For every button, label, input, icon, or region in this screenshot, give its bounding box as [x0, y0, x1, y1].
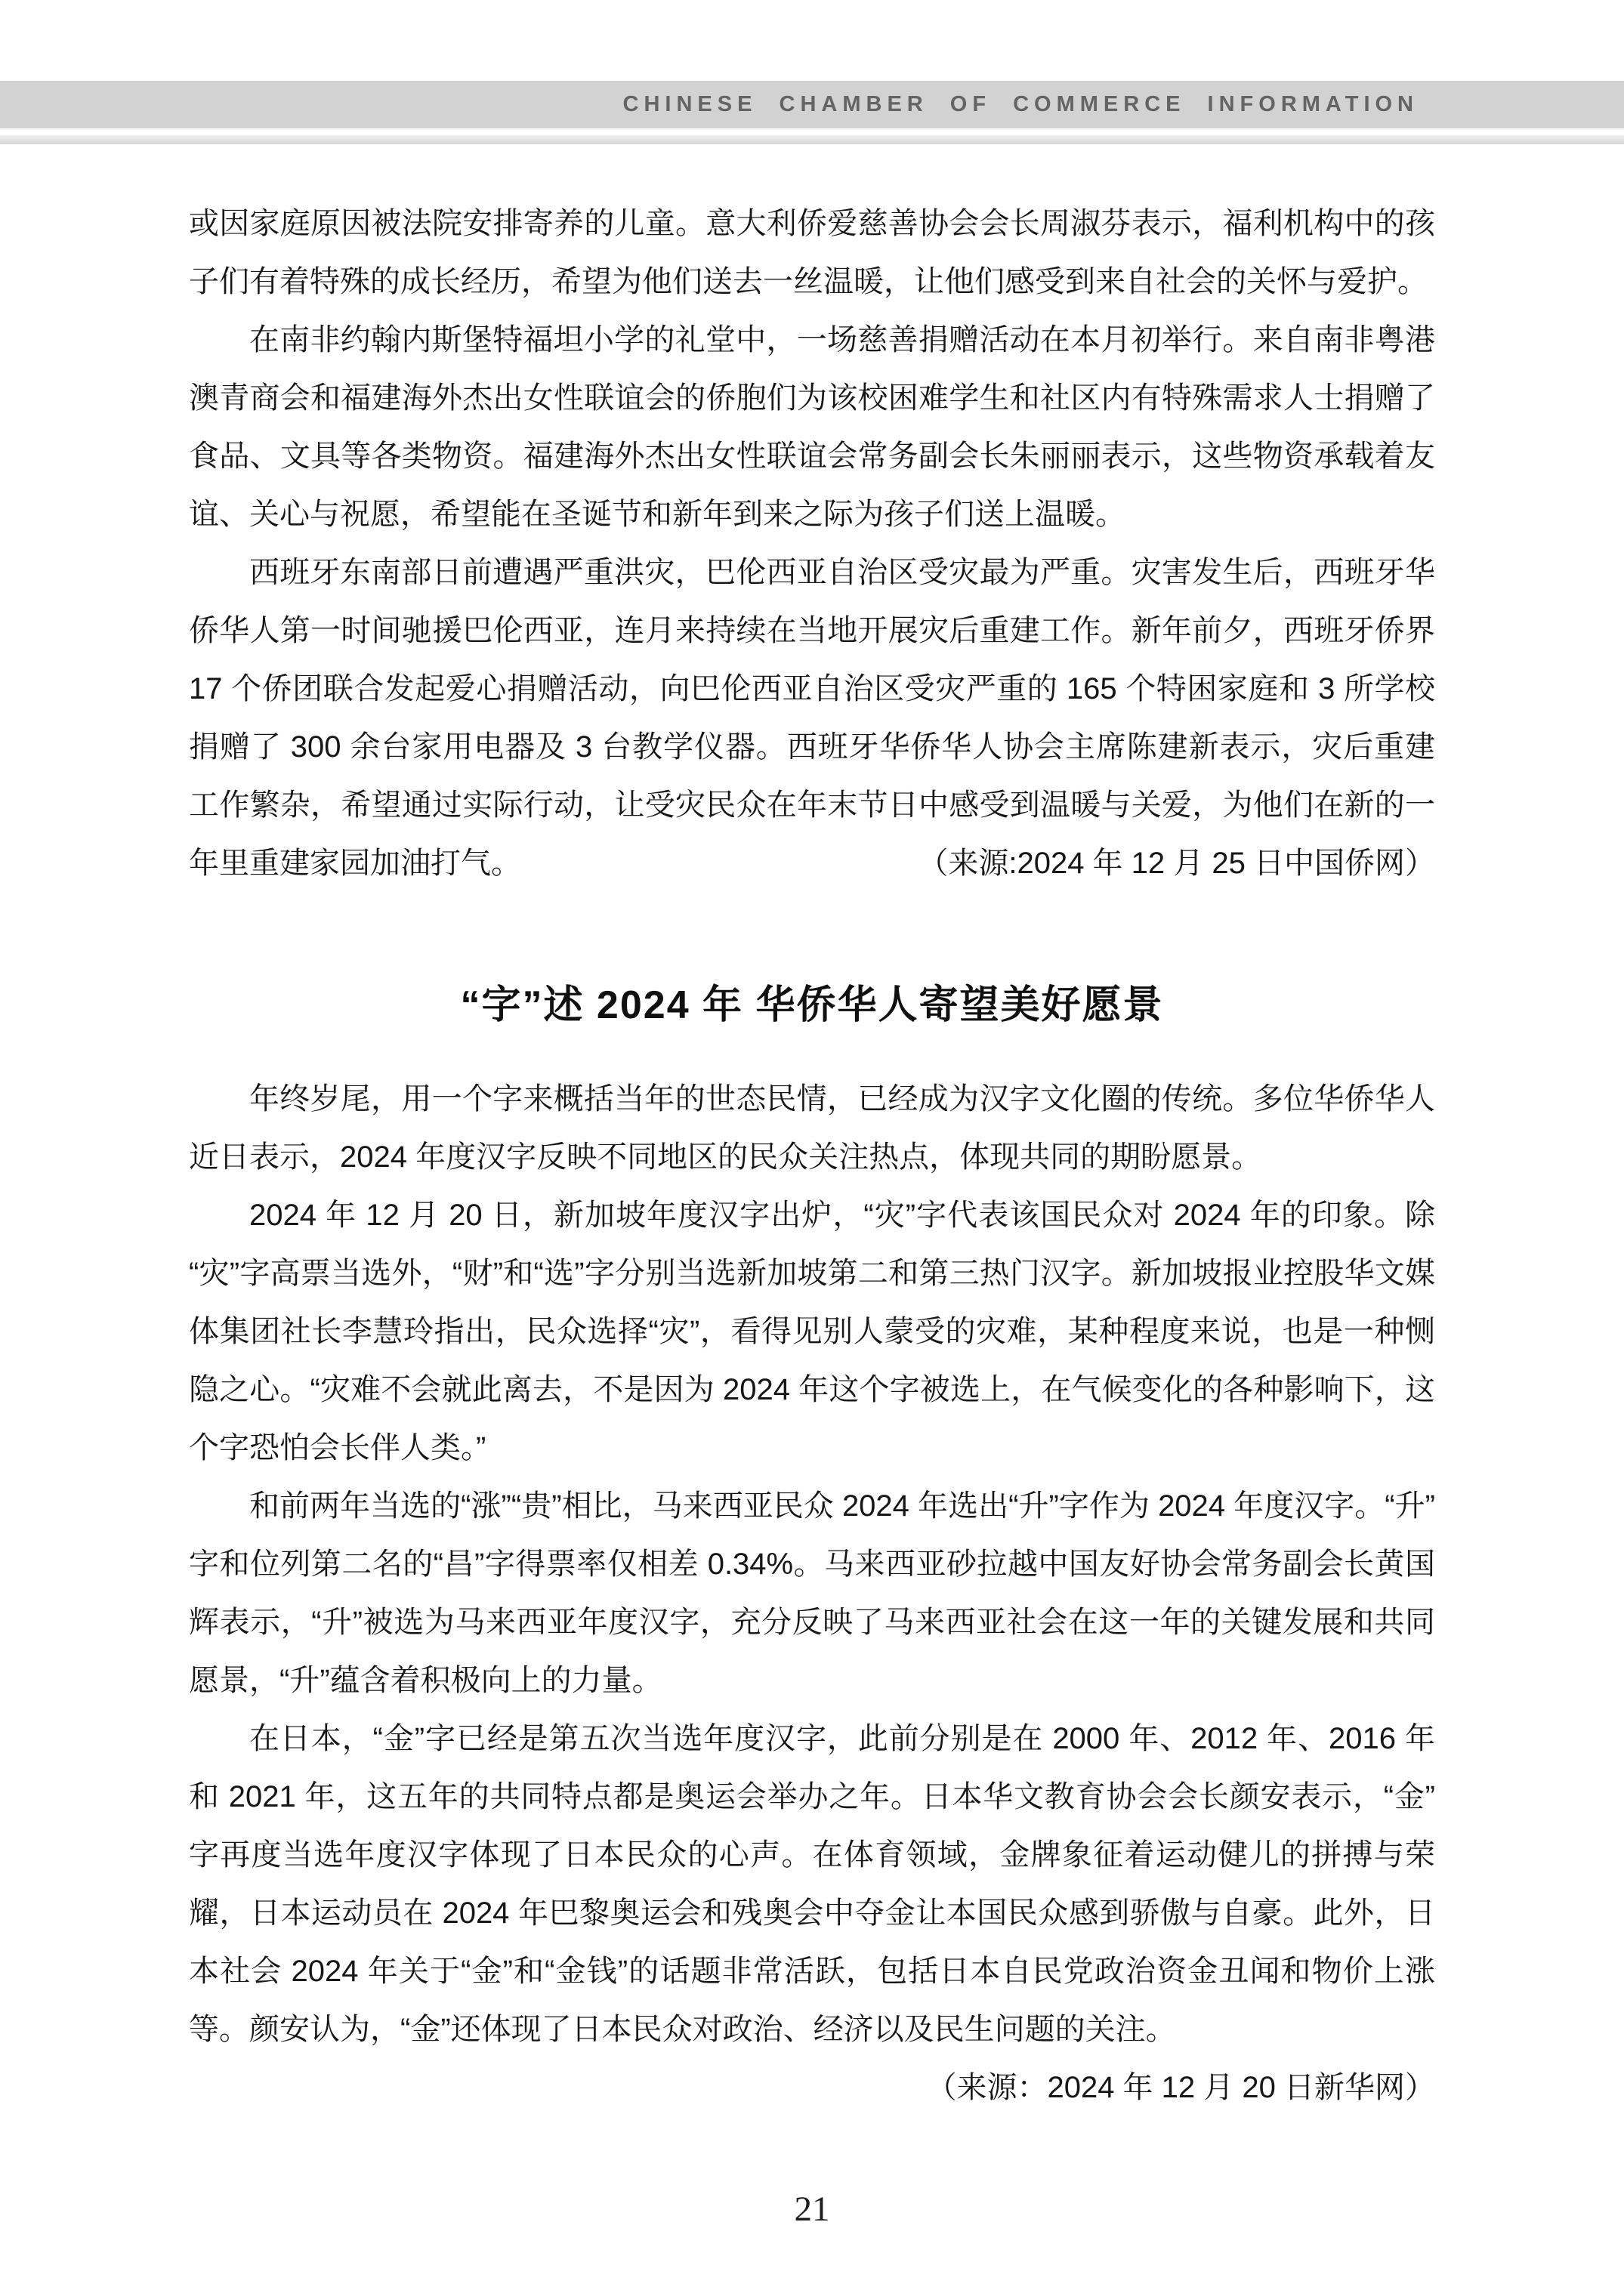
article1-paragraph-2: 在南非约翰内斯堡特福坦小学的礼堂中，一场慈善捐赠活动在本月初举行。来自南非粤港澳青商会和福建海外杰出女性联谊会的侨胞们为该校困难学生和社区内有特殊需求人士捐赠了食品、文具等各类物资。福建海外杰出女性联谊会常务副会长朱丽丽表示，这些物资承载着友谊、关心与祝愿，希望能在圣诞节和新年到来之际为孩子们送上温暖。 — [189, 323, 1435, 531]
article1-paragraph-3-text: 西班牙东南部日前遭遇严重洪灾，巴伦西亚自治区受灾最为严重。灾害发生后，西班牙华侨华人第一时间驰援巴伦西亚，连月来持续在当地开展灾后重建工作。新年前夕，西班牙侨界 17 个侨团联合发起爱心捐赠活动，向巴伦西亚自治区受灾严重的 165 个特困家庭和 3 所学校捐赠了 300 余台家用电器及 3 台教学仪器。西班牙华侨华人协会主席陈建新表示，灾后重建工作繁杂，希望通过实际行动，让受灾民众在年末节日中感受到温暖与关爱，为他们在新的一年里重建家园加油打气。 — [189, 556, 1435, 880]
header-divider — [0, 135, 1624, 144]
article2-title: “字”述 2024 年 华侨华人寄望美好愿景 — [460, 983, 1164, 1027]
header-banner — [0, 81, 1624, 128]
article2-source: （来源：2024 年 12 月 20 日新华网） — [926, 2071, 1435, 2104]
page-content — [189, 195, 1435, 2117]
article2-paragraph-3: 和前两年当选的“涨”“贵”相比，马来西亚民众 2024 年选出“升”字作为 2024 年度汉字。“升”字和位列第二名的“昌”字得票率仅相差 0.34%。马来西亚砂拉越中国友好协会常务副会长黄国辉表示，“升”被选为马来西亚年度汉字，充分反映了马来西亚社会在这一年的关键发展和共同愿景，“升”蕴含着积极向上的力量。 — [189, 1489, 1435, 1697]
article2-paragraph-1: 年终岁尾，用一个字来概括当年的世态民情，已经成为汉字文化圈的传统。多位华侨华人近日表示，2024 年度汉字反映不同地区的民众关注热点，体现共同的期盼愿景。 — [189, 1082, 1435, 1174]
article2-paragraph-4: 在日本，“金”字已经是第五次当选年度汉字，此前分别是在 2000 年、2012 年、2016 年和 2021 年，这五年的共同特点都是奥运会举办之年。日本华文教育协会会长颜安表示，“金”字再度当选年度汉字体现了日本民众的心声。在体育领域，金牌象征着运动健儿的拼搏与荣耀，日本运动员在 2024 年巴黎奥运会和残奥会中夺金让本国民众感到骄傲与自豪。此外，日本社会 2024 年关于“金”和“金钱”的话题非常活跃，包括日本自民党政治资金丑闻和物价上涨等。颜安认为，“金”还体现了日本民众对政治、经济以及民生问题的关注。 — [189, 1722, 1435, 2046]
page-number: 21 — [794, 2190, 830, 2229]
article1-paragraph-continuation: 或因家庭原因被法院安排寄养的儿童。意大利侨爱慈善协会会长周淑芬表示，福利机构中的孩子们有着特殊的成长经历，希望为他们送去一丝温暖，让他们感受到来自社会的关怀与爱护。 — [189, 207, 1435, 298]
header-banner-text: CHINESE CHAMBER OF COMMERCE INFORMATION — [622, 92, 1419, 116]
article2-paragraph-2: 2024 年 12 月 20 日，新加坡年度汉字出炉，“灾”字代表该国民众对 2024 年的印象。除“灾”字高票当选外，“财”和“选”字分别当选新加坡第二和第三热门汉字。新加坡报业控股华文媒体集团社长李慧玲指出，民众选择“灾”，看得见别人蒙受的灾难，某种程度来说，也是一种恻隐之心。“灾难不会就此离去，不是因为 2024 年这个字被选上，在气候变化的各种影响下，这个字恐怕会长伴人类。” — [189, 1199, 1435, 1464]
article1-source: （来源:2024 年 12 月 25 日中国侨网） — [918, 847, 1435, 880]
article1-paragraph-3 — [189, 544, 1435, 893]
